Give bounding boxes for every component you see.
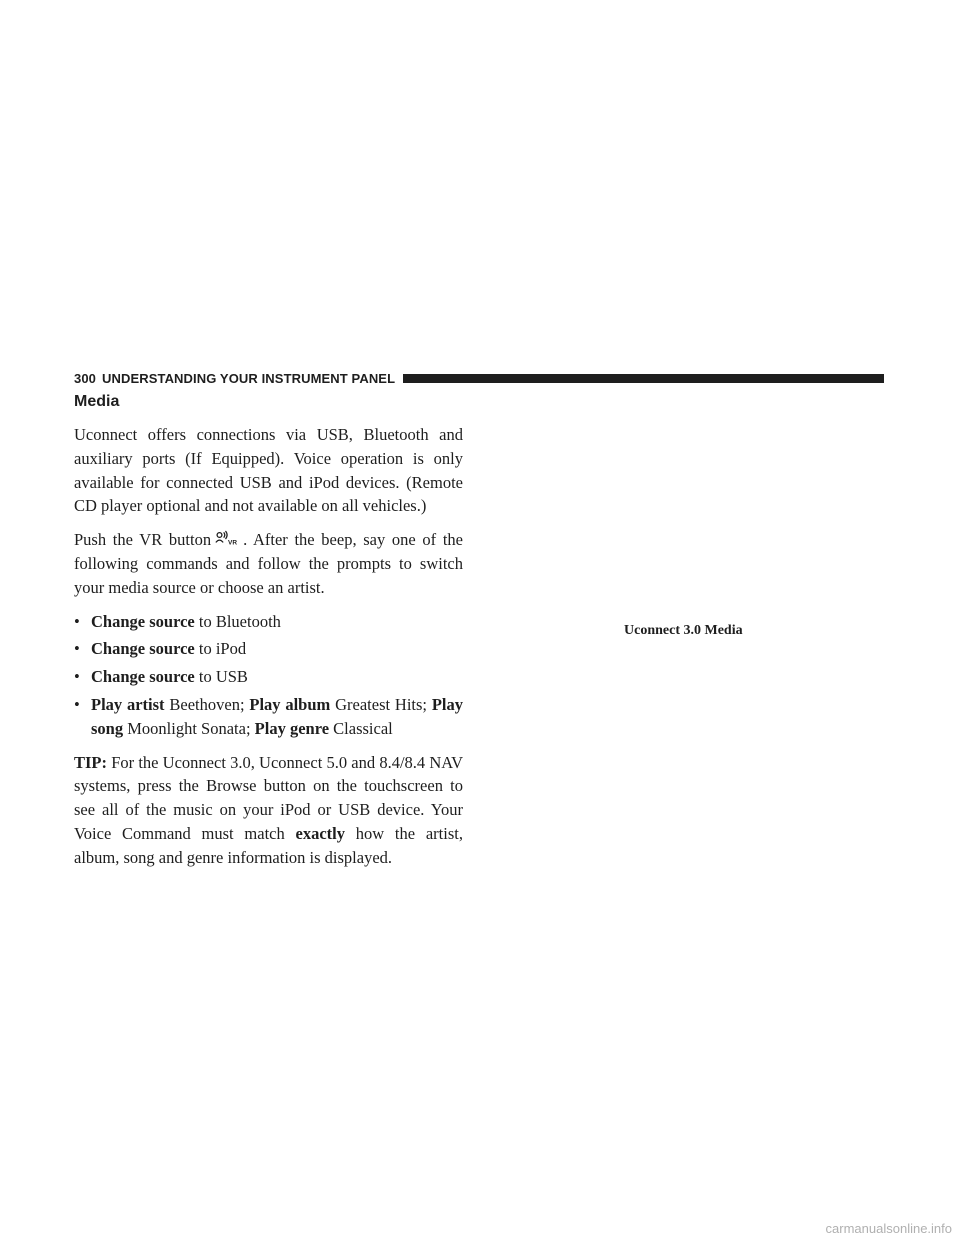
bullet-dot: • [74, 611, 80, 631]
tip-text-end: how the artist, album, song and genre information is displayed. [74, 823, 463, 867]
vr-paragraph-lead: Push the VR button [74, 530, 212, 550]
command-target: to Bluetooth [194, 611, 281, 631]
command-keyword: Play artist [91, 694, 165, 714]
command-keyword: Change source [91, 667, 195, 687]
vr-paragraph-rest: . After the beep, say one of the following commands and follow the prompts to switch your media source or choose an artist. [74, 530, 463, 597]
list-item [74, 665, 463, 689]
main-text-column [74, 423, 463, 880]
command-keyword: Change source [91, 611, 195, 631]
list-item [74, 693, 463, 741]
command-example: Moonlight Sonata; [123, 718, 255, 738]
tip-label: TIP: [74, 752, 107, 772]
figure-caption: Uconnect 3.0 Media [624, 623, 743, 638]
page-number: 300 [74, 370, 96, 386]
section-title: UNDERSTANDING YOUR INSTRUMENT PANEL [102, 370, 396, 386]
command-example: Beethoven; [164, 694, 250, 714]
list-item [74, 637, 463, 661]
voice-recognition-icon [215, 530, 241, 546]
vr-paragraph [74, 528, 463, 599]
command-target: to USB [194, 667, 248, 687]
command-list [74, 610, 463, 741]
tip-text: For the Uconnect 3.0, Uconnect 5.0 and 8.4/8.4 NAV systems, press the Browse button on the touchscreen to see all of the music on your iPod or USB device. Your Voice Command must match [74, 752, 463, 843]
tip-paragraph [74, 751, 463, 870]
page-header [74, 370, 884, 386]
svg-text:VR: VR [228, 539, 238, 547]
bullet-dot: • [74, 667, 80, 687]
intro-paragraph: Uconnect offers connections via USB, Bluetooth and auxiliary ports (If Equipped). Voice operation is only available for connected USB and iPod devices. (Remote CD player optional and not available on all vehicles.) [74, 425, 463, 516]
command-keyword: Play song [91, 694, 463, 738]
section-heading: Media [74, 393, 120, 410]
bullet-dot: • [74, 639, 80, 659]
tip-emphasis: exactly [295, 823, 345, 843]
watermark: carmanualsonline.info [825, 1221, 952, 1236]
bullet-dot: • [74, 694, 80, 714]
command-keyword: Play genre [254, 718, 330, 738]
command-target: to iPod [194, 639, 247, 659]
command-keyword: Change source [91, 639, 195, 659]
command-example: Classical [329, 718, 393, 738]
header-rule [403, 374, 884, 383]
list-item [74, 610, 463, 634]
command-keyword: Play album [249, 694, 331, 714]
command-example: Greatest Hits; [330, 694, 432, 714]
